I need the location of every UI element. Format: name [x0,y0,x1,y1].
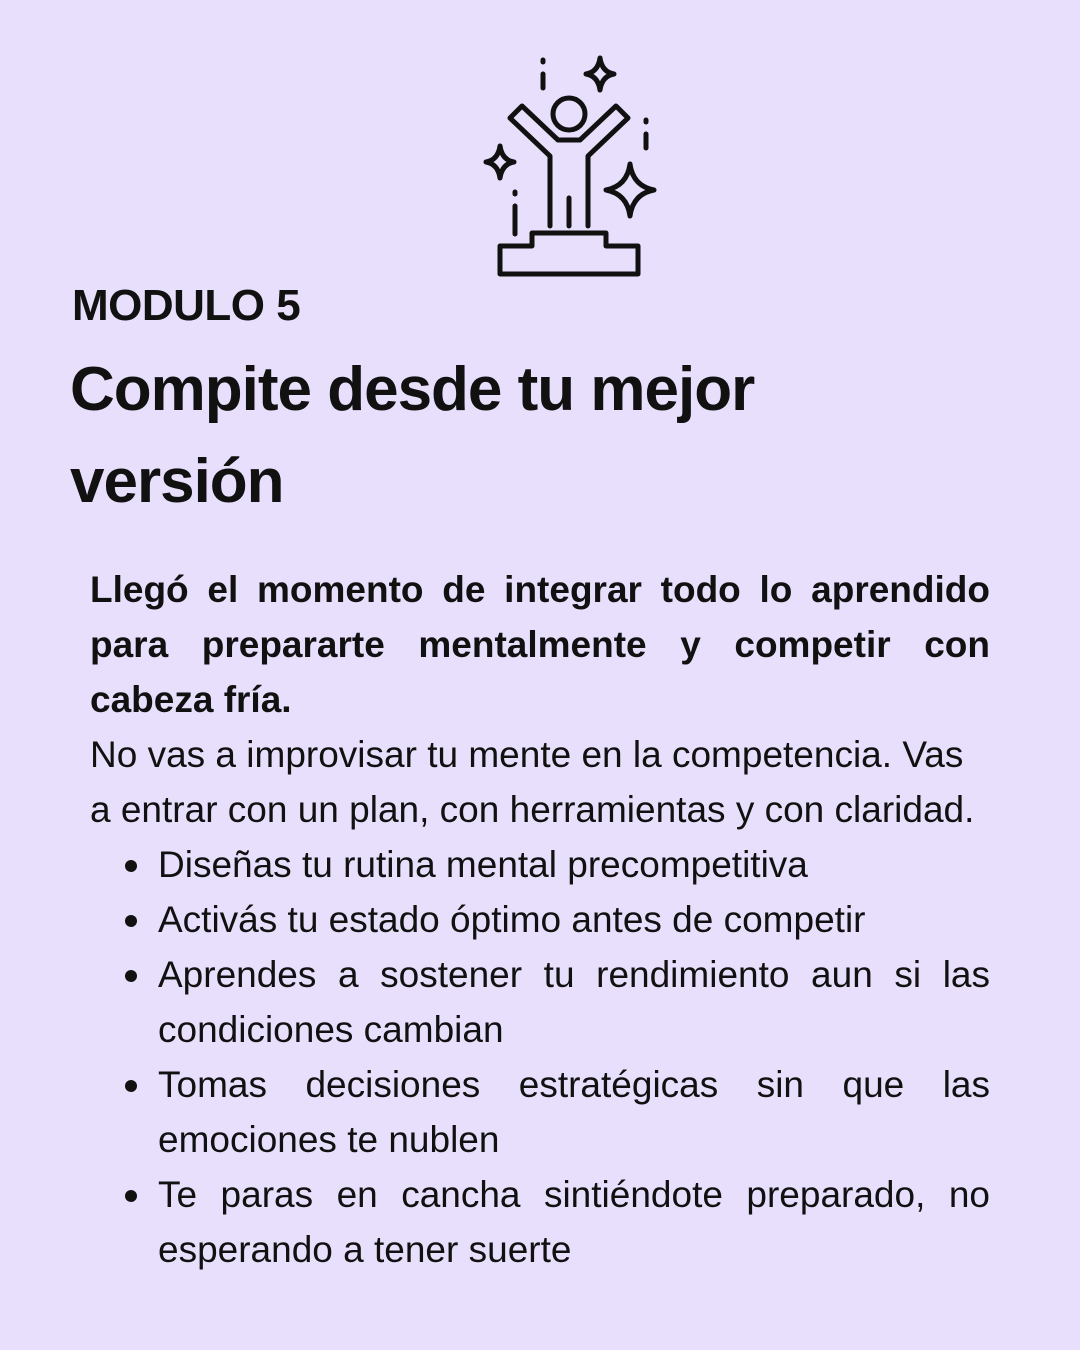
module-description [90,562,990,1277]
lead-paragraph: Llegó el momento de integrar todo lo aprendido para prepararte mentalmente y competir con cabeza fría. [90,569,990,720]
list-item [90,1167,990,1277]
body-paragraph: No vas a improvisar tu mente en la competencia. Vas a entrar con un plan, con herramientas y con claridad. [90,734,975,830]
list-item-text: Tomas decisiones estratégicas sin que las emociones te nublen [158,1064,990,1160]
bullet-icon [125,1190,137,1202]
list-item-text: Aprendes a sostener tu rendimiento aun si las condiciones cambian [158,954,990,1050]
list-item [90,892,990,947]
list-item-text: Diseñas tu rutina mental precompetitiva [158,844,808,885]
module-label: MODULO 5 [72,281,301,330]
bullet-icon [125,860,137,872]
benefits-list [90,837,990,1277]
page-title: Compite desde tu mejor versión [70,355,755,516]
list-item [90,947,990,1057]
podium-celebration-icon [470,48,670,283]
bullet-icon [125,1080,137,1092]
bullet-icon [125,915,137,927]
bullet-icon [125,970,137,982]
list-item-text: Activás tu estado óptimo antes de competir [158,899,866,940]
list-item [90,837,990,892]
list-item [90,1057,990,1167]
list-item-text: Te paras en cancha sintiéndote preparado, no esperando a tener suerte [158,1174,990,1270]
